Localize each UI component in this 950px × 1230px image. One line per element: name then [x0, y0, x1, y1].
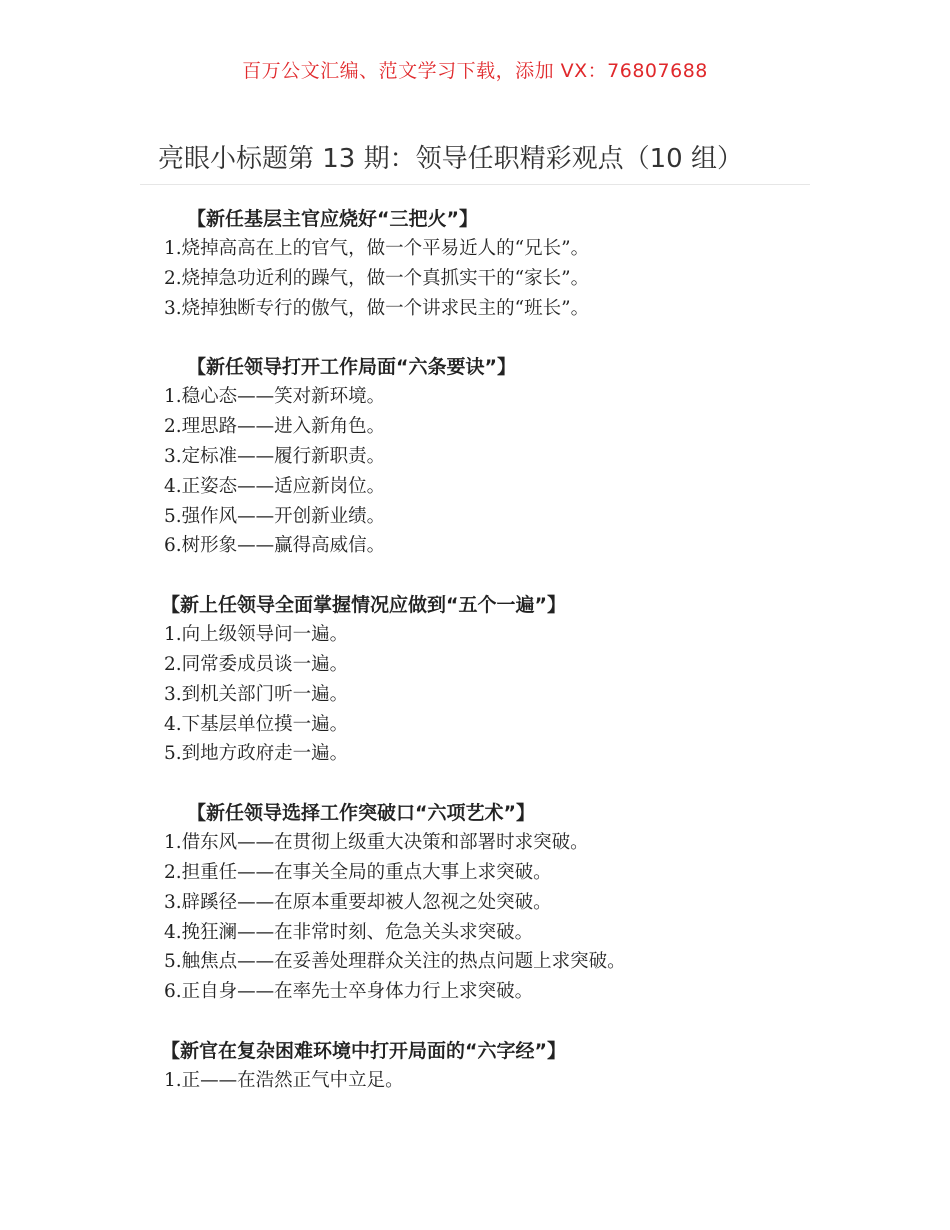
list-item: 3.辟蹊径——在原本重要却被人忽视之处突破。: [164, 891, 552, 913]
page-title: 亮眼小标题第 13 期：领导任职精彩观点（10 组）: [158, 144, 743, 174]
section-three-fires: [0, 204, 950, 323]
list-item: 1.稳心态——笑对新环境。: [164, 386, 386, 408]
section-heading: 【新任基层主官应烧好“三把火”】: [187, 208, 478, 230]
section-five-times: [0, 590, 950, 769]
list-item: 2.同常委成员谈一遍。: [164, 653, 349, 675]
list-item: 6.正自身——在率先士卒身体力行上求突破。: [164, 981, 534, 1003]
section-heading: 【新任领导打开工作局面“六条要诀”】: [187, 356, 516, 379]
list-item: 1.向上级领导问一遍。: [164, 624, 349, 646]
list-item: 3.到机关部门听一遍。: [164, 683, 349, 705]
list-item: 2.担重任——在事关全局的重点大事上求突破。: [164, 861, 552, 883]
section-heading: 【新任领导选择工作突破口“六项艺术”】: [187, 802, 535, 825]
title-divider: [140, 184, 810, 185]
list-item: 1.借东风——在贯彻上级重大决策和部署时求突破。: [164, 832, 589, 854]
list-item: 4.挽狂澜——在非常时刻、危急关头求突破。: [164, 921, 534, 943]
list-item: 4.下基层单位摸一遍。: [164, 713, 349, 735]
section-six-arts: [0, 798, 950, 1007]
section-heading: 【新官在复杂困难环境中打开局面的“六字经”】: [161, 1039, 566, 1062]
list-item: 5.触焦点——在妥善处理群众关注的热点问题上求突破。: [164, 951, 626, 973]
list-item: 1.烧掉高高在上的官气，做一个平易近人的“兄长”。: [164, 238, 590, 259]
list-item: 3.烧掉独断专行的傲气，做一个讲求民主的“班长”。: [164, 297, 590, 319]
list-item: 4.正姿态——适应新岗位。: [164, 475, 386, 497]
list-item: 2.烧掉急功近利的躁气，做一个真抓实干的“家长”。: [164, 267, 590, 289]
list-item: 6.树形象——赢得高威信。: [164, 535, 386, 557]
list-item: 5.到地方政府走一遍。: [164, 743, 349, 765]
section-heading: 【新上任领导全面掌握情况应做到“五个一遍”】: [161, 594, 566, 617]
section-six-words: [0, 1036, 950, 1096]
list-item: 2.理思路——进入新角色。: [164, 416, 386, 438]
article-body: [0, 204, 950, 1125]
list-item: 3.定标准——履行新职责。: [164, 445, 386, 467]
watermark-banner: 百万公文汇编、范文学习下载，添加 VX：76807688: [242, 60, 708, 82]
list-item: 1.正——在浩然正气中立足。: [164, 1069, 404, 1091]
list-item: 5.强作风——开创新业绩。: [164, 505, 386, 527]
section-six-tips: [0, 352, 950, 561]
